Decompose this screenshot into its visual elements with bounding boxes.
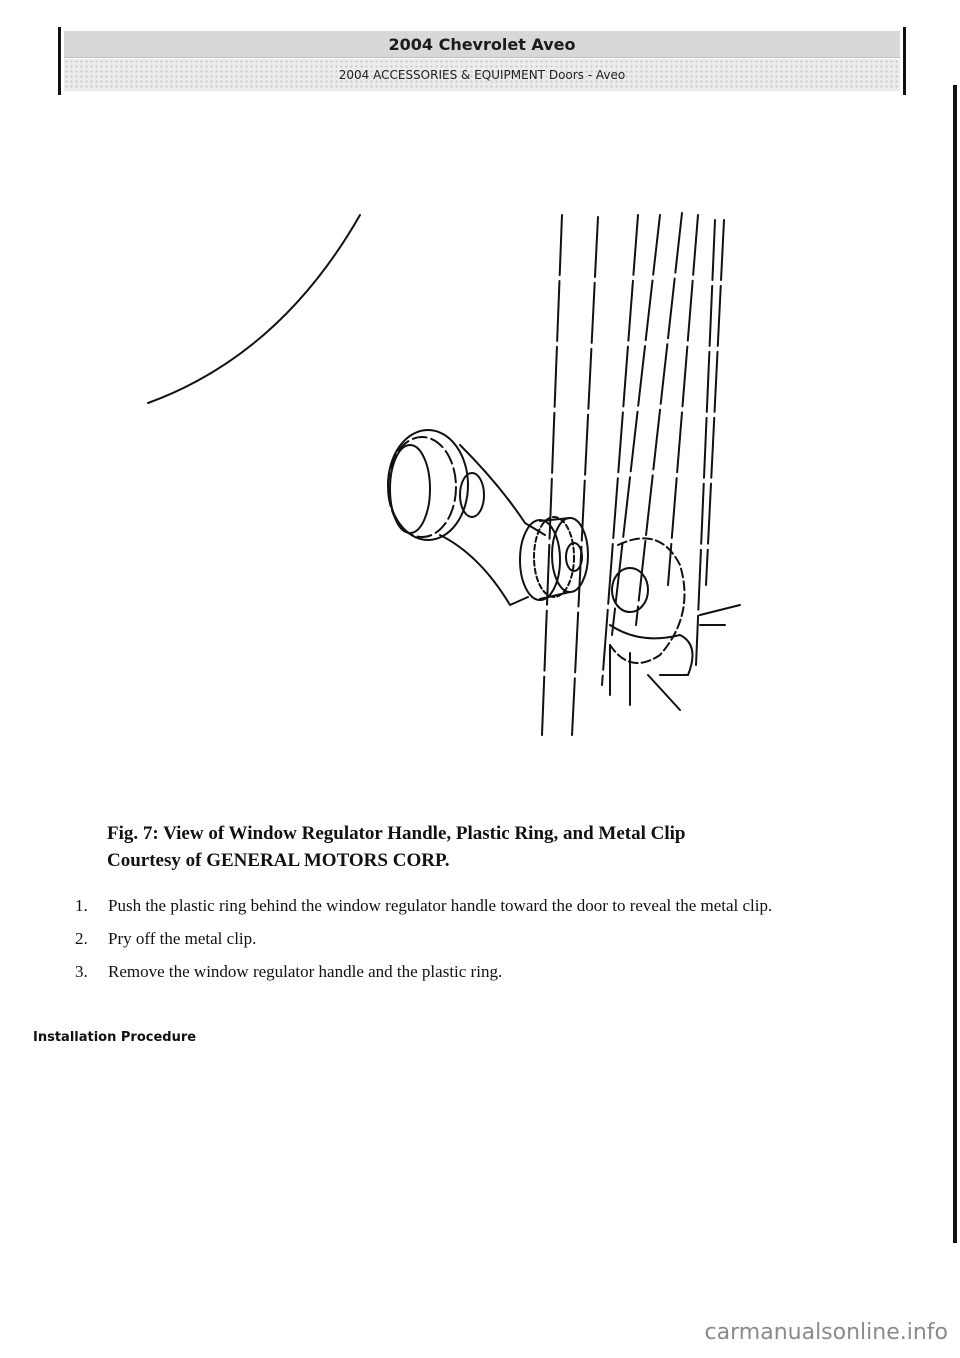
handle-arm-hole (460, 473, 484, 517)
header-title: 2004 Chevrolet Aveo (64, 31, 900, 58)
door-panel-edges (542, 213, 724, 735)
door-trim-curve (148, 215, 360, 403)
page-margin-rule (953, 85, 957, 1243)
step-number: 2. (75, 929, 88, 948)
handle-knob (388, 430, 468, 540)
caption-credit: Courtesy of GENERAL MOTORS CORP. (107, 850, 450, 871)
caption-title: Fig. 7: View of Window Regulator Handle, Plastic Ring, and Metal Clip (107, 823, 686, 844)
regulator-gear (610, 538, 740, 710)
watermark: carmanualsonline.info (704, 1320, 948, 1345)
step-text: Remove the window regulator handle and the plastic ring. (108, 962, 503, 981)
figure-caption (107, 820, 867, 874)
document-header (58, 27, 906, 95)
removal-steps-list (75, 893, 905, 992)
step-number: 1. (75, 896, 88, 915)
header-border-right (903, 27, 906, 95)
step-number: 3. (75, 962, 88, 981)
header-subtitle: 2004 ACCESSORIES & EQUIPMENT Doors - Aveo (64, 59, 900, 91)
header-border-left (58, 27, 61, 95)
section-heading: Installation Procedure (33, 1030, 197, 1045)
list-item (75, 959, 905, 985)
plastic-ring-assembly (520, 517, 588, 600)
window-regulator-handle-illustration (140, 205, 760, 745)
list-item (75, 893, 905, 919)
step-text: Pry off the metal clip. (108, 929, 257, 948)
list-item (75, 926, 905, 952)
step-text: Push the plastic ring behind the window regulator handle toward the door to reveal the metal clip. (108, 896, 773, 915)
